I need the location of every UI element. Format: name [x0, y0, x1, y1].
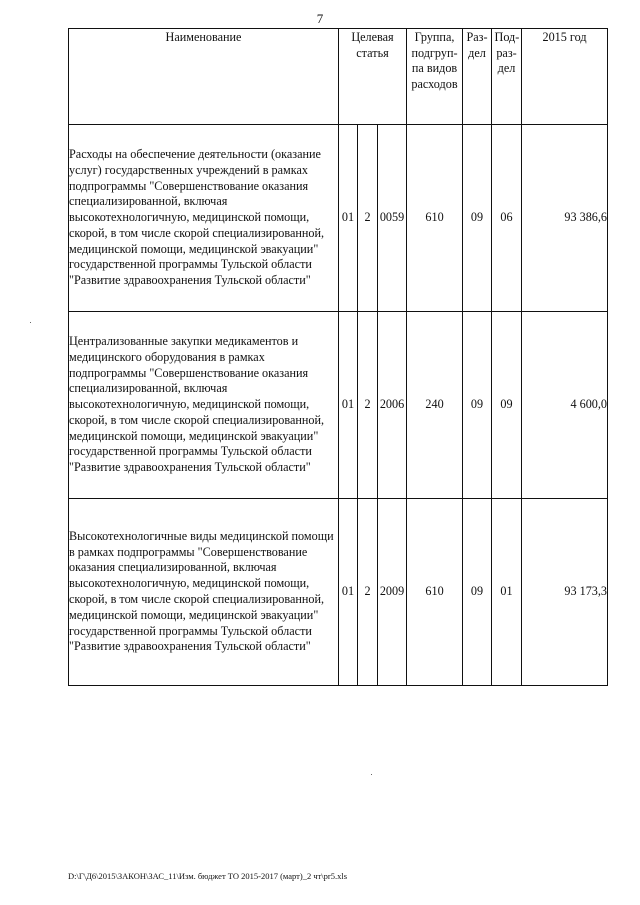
- row-code-direction: 0059: [378, 125, 407, 312]
- header-expense-group: Группа, подгруп-па видов расходов: [407, 29, 463, 125]
- row-section: 09: [463, 125, 492, 312]
- table-row: [69, 125, 608, 312]
- header-target-article: [339, 29, 407, 125]
- file-path-footer: D:\Г\Д6\2015\ЗАКОН\ЗАС_11\Изм. бюджет ТО 2015-2017 (март)_2 чт\pr5.xls: [68, 871, 348, 881]
- scan-speck: [30, 322, 31, 323]
- budget-table: [68, 28, 608, 686]
- row-amount: 93 173,3: [522, 499, 608, 686]
- row-subsection: 09: [492, 312, 522, 499]
- row-amount: 4 600,0: [522, 312, 608, 499]
- row-name: Высокотехнологичные виды медицинской помощи в рамках подпрограммы "Совершенствование оказания специализированной, включая высокотехнологичную, медицинской помощи, скорой, в том числе скорой специализированной, медицинской помощи, медицинской эвакуации" государственной программы Тульской области "Развитие здравоохранения Тульской области": [69, 499, 339, 686]
- row-subsection: 01: [492, 499, 522, 686]
- table-row: [69, 499, 608, 686]
- row-name: Централизованные закупки медикаментов и медицинского оборудования в рамках подпрограммы "Совершенствование оказания специализированной, включая высокотехнологичную, медицинской помощи, скорой, в том числе скорой специализированной, медицинской помощи, медицинской эвакуации" государственной программы Тульской области "Развитие здравоохранения Тульской области": [69, 312, 339, 499]
- row-code-program: 01: [339, 125, 358, 312]
- row-code-program: 01: [339, 499, 358, 686]
- row-name: Расходы на обеспечение деятельности (оказание услуг) государственных учреждений в рамках подпрограммы "Совершенствование оказания специализированной, включая высокотехнологичную, медицинской помощи, скорой, в том числе скорой специализированной, медицинской помощи, медицинской эвакуации" государственной программы Тульской области "Развитие здравоохранения Тульской области": [69, 125, 339, 312]
- row-section: 09: [463, 499, 492, 686]
- page-number: 7: [316, 11, 324, 26]
- scan-speck: [371, 774, 372, 775]
- row-expense-group: 240: [407, 312, 463, 499]
- header-subsection-text: Под-раз-дел: [494, 30, 520, 75]
- header-subsection: [492, 29, 522, 125]
- row-expense-group: 610: [407, 499, 463, 686]
- row-code-subprogram: 2: [358, 125, 378, 312]
- row-code-program: 01: [339, 312, 358, 499]
- row-code-subprogram: 2: [358, 499, 378, 686]
- header-target-article-text: Целевая статья: [351, 30, 394, 60]
- row-code-subprogram: 2: [358, 312, 378, 499]
- row-subsection: 06: [492, 125, 522, 312]
- row-amount: 93 386,6: [522, 125, 608, 312]
- row-expense-group: 610: [407, 125, 463, 312]
- row-section: 09: [463, 312, 492, 499]
- header-section: Раз-дел: [463, 29, 492, 125]
- row-code-direction: 2009: [378, 499, 407, 686]
- table-header-row: [69, 29, 608, 125]
- header-name: Наименование: [69, 29, 339, 125]
- table-row: [69, 312, 608, 499]
- header-year: 2015 год: [522, 29, 608, 125]
- row-code-direction: 2006: [378, 312, 407, 499]
